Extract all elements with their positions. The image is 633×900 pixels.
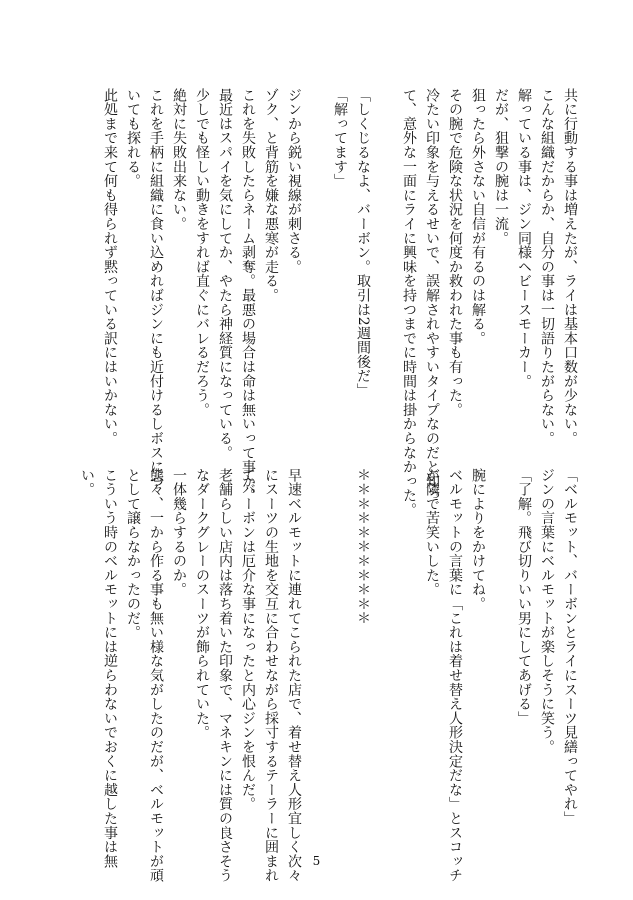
text-line: ジンから鋭い視線が刺さる。 (286, 88, 302, 274)
text-line: 「了解。飛び切りいい男にしてあげる」 (516, 468, 532, 726)
text-line: ＊＊＊＊＊＊＊＊＊＊＊ (355, 468, 371, 626)
text-line: これを手柄に組織に食い込めればジンにも近付けるしボスにつ (148, 88, 164, 489)
text-line: 此処まで来て何も得られず黙っている訳にはいかない。 (102, 88, 118, 446)
text-line: 「ベルモット、バーボンとライにスーツ見繕ってやれ」 (562, 468, 578, 826)
lower-text-block (75, 468, 581, 883)
text-line: てバーボンは厄介な事になったと内心ジンを恨んだ。 (240, 468, 256, 812)
page-number: 5 (312, 854, 321, 868)
text-line: 少しでも怪しい動きをすれば直ぐにバレるだろう。 (194, 88, 210, 417)
text-line: 老舗らしい店内は落ち着いた印象で、マネキンには質の良さそう (217, 468, 233, 883)
text-line: これを失敗したらネーム剥奪。最悪の場合は命は無いって事か。 (240, 88, 256, 503)
text-line: て、意外な一面にライに興味を持つまでに時間は掛からなかった。 (401, 88, 417, 517)
text-line: 態々、一から作る事も無い様な気がしたのだが、ベルモットが頑 (148, 468, 164, 883)
text-line: として譲らなかったのだ。 (125, 468, 141, 640)
text-line: 狙ったら外さない自信が有るのは解る。 (470, 88, 486, 346)
text-line: なダークグレーのスーツが飾られていた。 (194, 468, 210, 740)
text-line: ゾク、と背筋を嫌な悪寒が走る。 (263, 88, 279, 303)
text-line: ジンの言葉にベルモットが楽しそうに笑う。 (539, 468, 555, 754)
text-line: 腕によりをかけてね。 (470, 468, 486, 611)
text-line: ベルモットの言葉に「これは着せ替え人形決定だな」とスコッチ (447, 468, 463, 883)
upper-text-block (98, 88, 581, 517)
text-line: 解っている事は、ジン同様ヘビースモーカー。 (516, 88, 532, 389)
text-line: だが、狙撃の腕は一流。 (493, 88, 509, 246)
text-line: その腕で危険な状況を何度か救われた事も有った。 (447, 88, 463, 417)
text-line: こんな組織だからか、自分の事は一切語りたがらない。 (539, 88, 555, 446)
text-line: 共に行動する事は増えたが、ライは基本口数が少ない。 (562, 88, 578, 446)
text-line: こういう時のベルモットには逆らわないでおくに越した事は無 (102, 468, 118, 869)
text-line: 「しくじるなよ、バーボン。取引は2週間後だ」 (355, 88, 371, 398)
text-line: 絶対に失敗出来ない。 (171, 88, 187, 231)
text-line: 一体幾らするのか。 (171, 468, 187, 597)
text-line: が隣で苦笑いした。 (424, 468, 440, 597)
text-line: い。 (79, 468, 95, 497)
text-line: 冷たい印象を与えるせいで、誤解されやすいタイプなのだと知っ (424, 88, 440, 503)
text-line: いても探れる。 (125, 88, 141, 189)
text-line: 最近はスパイを気にしてか、やたら神経質になっている。 (217, 88, 233, 460)
text-line: 早速ベルモットに連れてこられた店で、着せ替え人形宜しく次々 (286, 468, 302, 883)
text-line: 「解ってます」 (332, 88, 348, 189)
text-line: にスーツの生地を交互に合わせながら採寸するテーラーに囲まれ (263, 468, 279, 883)
